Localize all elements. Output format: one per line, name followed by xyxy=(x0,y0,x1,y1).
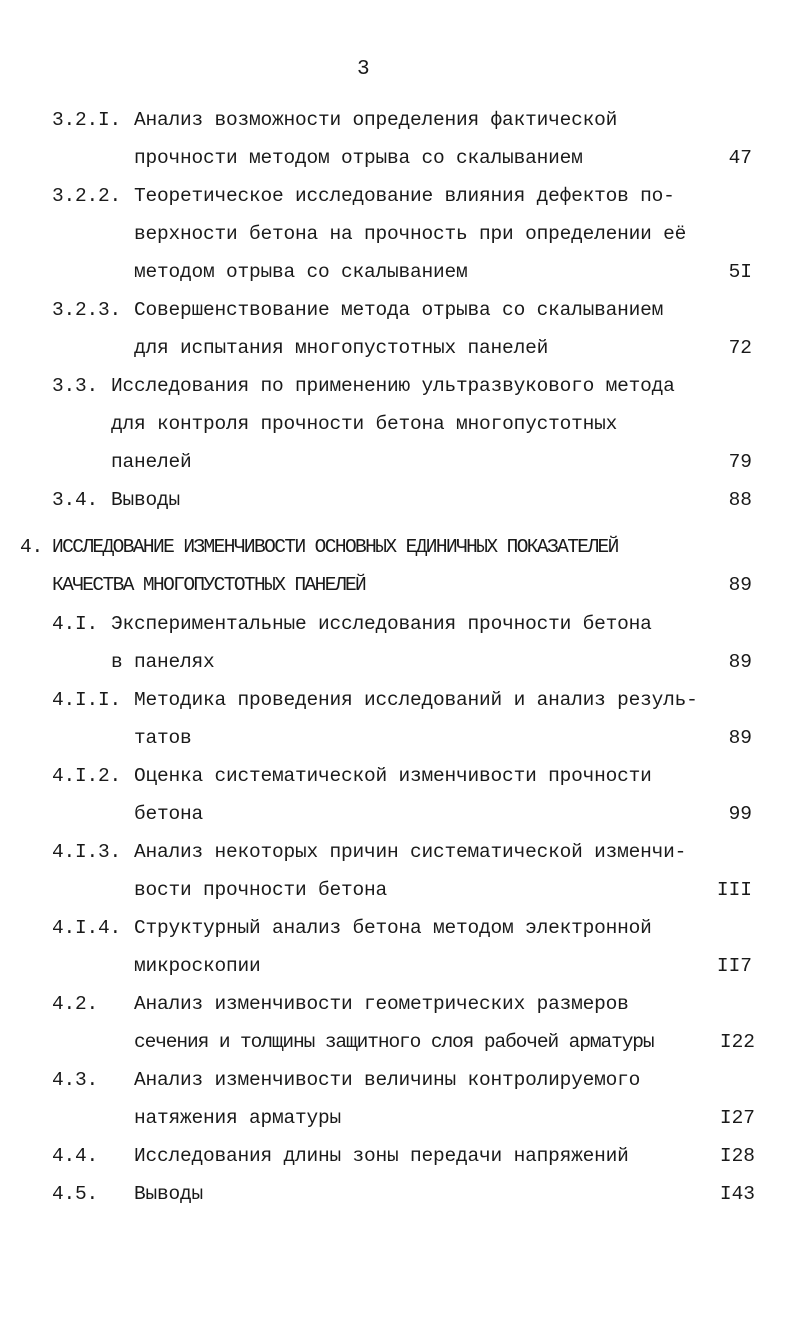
toc-entry-text: микроскопии xyxy=(134,955,261,977)
toc-entry-page: 88 xyxy=(728,489,752,511)
toc-entry-page: II7 xyxy=(716,955,752,977)
toc-entry-number: 4.3. xyxy=(52,1069,99,1091)
toc-entry-text: Исследования длины зоны передачи напряжений xyxy=(134,1145,629,1167)
toc-entry-text: Анализ изменчивости геометрических размеров xyxy=(134,993,629,1015)
toc-entry-text: методом отрыва со скалыванием xyxy=(134,261,468,283)
toc-entry-text: для испытания многопустотных панелей xyxy=(134,337,549,359)
toc-entry-text: Структурный анализ бетона методом электронной xyxy=(134,917,652,939)
toc-entry-text: вости прочности бетона xyxy=(134,879,388,901)
toc-entry-number: 4.5. xyxy=(52,1183,99,1205)
toc-entry-text: татов xyxy=(134,727,192,749)
toc-entry-page: 89 xyxy=(728,651,752,673)
toc-entry-text: прочности методом отрыва со скалыванием xyxy=(134,147,583,169)
toc-entry-page: 89 xyxy=(728,727,752,749)
toc-entry-page: 79 xyxy=(728,451,752,473)
toc-entry-text: в панелях xyxy=(111,651,215,673)
toc-entry-number: 4.I.2. xyxy=(52,765,122,787)
toc-entry-number: 3.2.3. xyxy=(52,299,122,321)
toc-chapter-number: 4. xyxy=(20,536,44,558)
toc-entry-text: бетона xyxy=(134,803,204,825)
toc-entry-page: 72 xyxy=(728,337,752,359)
toc-entry-number: 4.I. xyxy=(52,613,99,635)
page-number: 3 xyxy=(357,58,370,81)
toc-entry-text: Выводы xyxy=(111,489,181,511)
toc-entry-page: I28 xyxy=(719,1145,755,1167)
toc-entry-text: Выводы xyxy=(134,1183,204,1205)
toc-entry-text: Исследования по применению ультразвукового метода xyxy=(111,375,675,397)
toc-chapter-title: ИССЛЕДОВАНИЕ ИЗМЕНЧИВОСТИ ОСНОВНЫХ ЕДИНИЧНЫХ ПОКАЗАТЕЛЕЙ xyxy=(52,536,618,558)
toc-entry-page: 99 xyxy=(728,803,752,825)
toc-entry-text: Анализ изменчивости величины контролируемого xyxy=(134,1069,641,1091)
toc-entry-text: сечения и толщины защитного слоя рабочей арматуры xyxy=(134,1031,654,1053)
toc-entry-number: 4.I.3. xyxy=(52,841,122,863)
toc-entry-number: 4.I.4. xyxy=(52,917,122,939)
toc-entry-text: Анализ возможности определения фактической xyxy=(134,109,618,131)
toc-entry-text: для контроля прочности бетона многопустотных xyxy=(111,413,618,435)
toc-entry-page: I43 xyxy=(719,1183,755,1205)
toc-entry-number: 3.2.I. xyxy=(52,109,122,131)
toc-entry-text: Анализ некоторых причин систематической изменчи- xyxy=(134,841,687,863)
toc-chapter-title: КАЧЕСТВА МНОГОПУСТОТНЫХ ПАНЕЛЕЙ xyxy=(52,574,366,596)
toc-entry-number: 3.2.2. xyxy=(52,185,122,207)
toc-entry-text: Совершенствование метода отрыва со скалыванием xyxy=(134,299,664,321)
toc-entry-text: Методика проведения исследований и анализ резуль- xyxy=(134,689,698,711)
toc-entry-text: натяжения арматуры xyxy=(134,1107,342,1129)
toc-entry-page: 47 xyxy=(728,147,752,169)
toc-entry-number: 3.3. xyxy=(52,375,99,397)
toc-entry-page: I22 xyxy=(719,1031,755,1053)
toc-entry-page: III xyxy=(716,879,752,901)
toc-entry-number: 4.I.I. xyxy=(52,689,122,711)
toc-entry-number: 4.4. xyxy=(52,1145,99,1167)
toc-entry-text: панелей xyxy=(111,451,192,473)
toc-entry-text: Экспериментальные исследования прочности бетона xyxy=(111,613,652,635)
toc-entry-text: верхности бетона на прочность при определении её xyxy=(134,223,687,245)
toc-entry-page: I27 xyxy=(719,1107,755,1129)
toc-entry-number: 4.2. xyxy=(52,993,99,1015)
toc-entry-page: 5I xyxy=(728,261,752,283)
toc-entry-number: 3.4. xyxy=(52,489,99,511)
toc-entry-text: Теоретическое исследование влияния дефектов по- xyxy=(134,185,675,207)
toc-entry-text: Оценка систематической изменчивости прочности xyxy=(134,765,652,787)
toc-entry-page: 89 xyxy=(728,574,752,596)
